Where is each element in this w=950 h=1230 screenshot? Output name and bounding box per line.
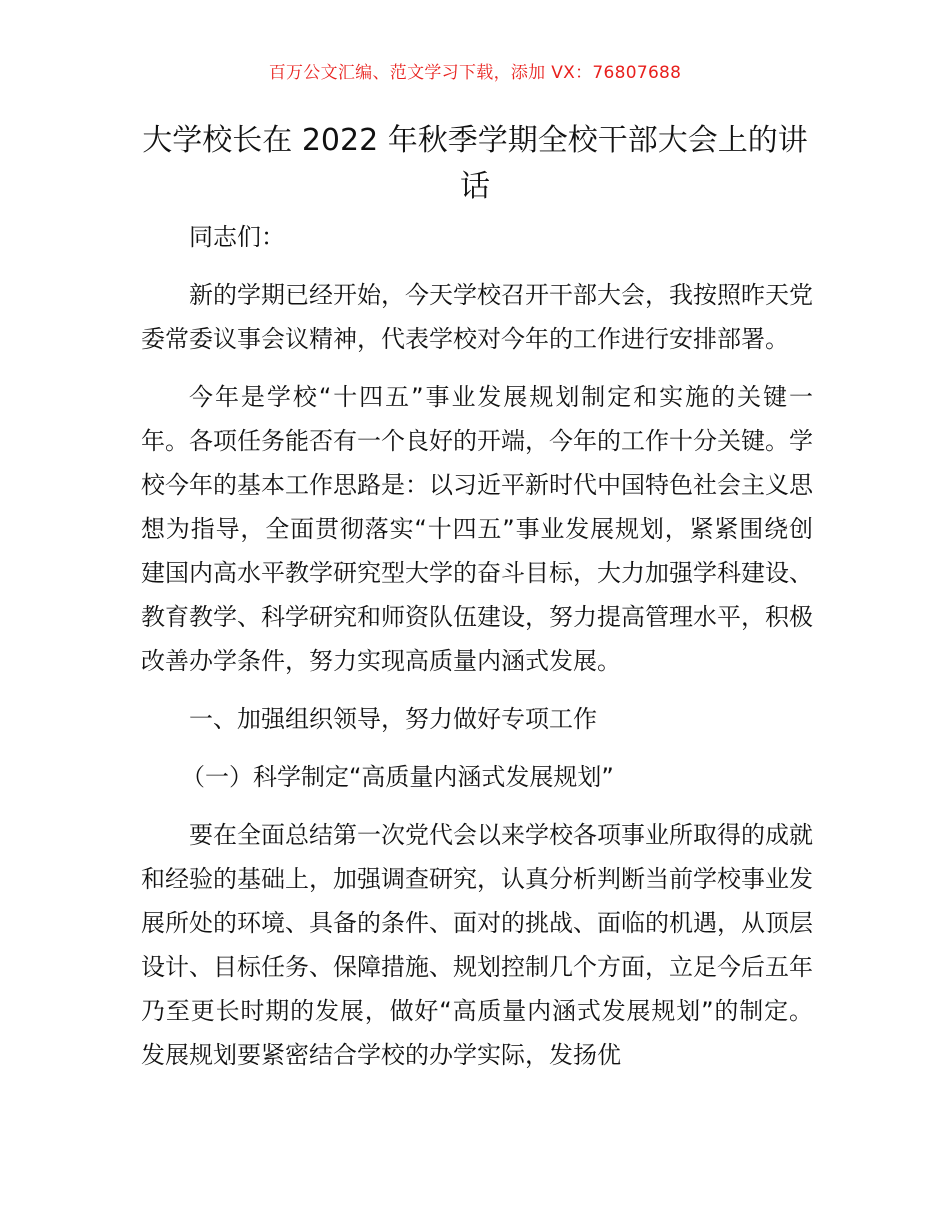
paragraph: 要在全面总结第一次党代会以来学校各项事业所取得的成就和经验的基础上，加强调查研究，认真分析判断当前学校事业发展所处的环境、具备的条件、面对的挑战、面临的机遇，从顶层设计、目标任务、保障措施、规划控制几个方面，立足今后五年乃至更长时期的发展，做好“高质量内涵式发展规划”的制定。发展规划要紧密结合学校的办学实际，发扬优 bbox=[141, 821, 813, 1069]
paragraph: 今年是学校“十四五”事业发展规划制定和实施的关键一年。各项任务能否有一个良好的开端，今年的工作十分关键。学校今年的基本工作思路是：以习近平新时代中国特色社会主义思想为指导，全面贯彻落实“十四五”事业发展规划，紧紧围绕创建国内高水平教学研究型大学的奋斗目标，大力加强学科建设、教育教学、科学研究和师资队伍建设，努力提高管理水平，积极改善办学条件，努力实现高质量内涵式发展。 bbox=[141, 383, 813, 675]
paragraph: 新的学期已经开始，今天学校召开干部大会，我按照昨天党委常委议事会议精神，代表学校对今年的工作进行安排部署。 bbox=[141, 281, 813, 353]
document-title: 大学校长在 2022 年秋季学期全校干部大会上的讲话 bbox=[142, 123, 808, 204]
section-heading: 一、加强组织领导，努力做好专项工作 bbox=[189, 705, 597, 733]
salutation: 同志们： bbox=[189, 223, 285, 251]
header-banner: 百万公文汇编、范文学习下载，添加 VX：76807688 bbox=[268, 63, 682, 83]
document-body bbox=[141, 215, 813, 1091]
subsection-heading: （一）科学制定“高质量内涵式发展规划” bbox=[181, 763, 614, 791]
